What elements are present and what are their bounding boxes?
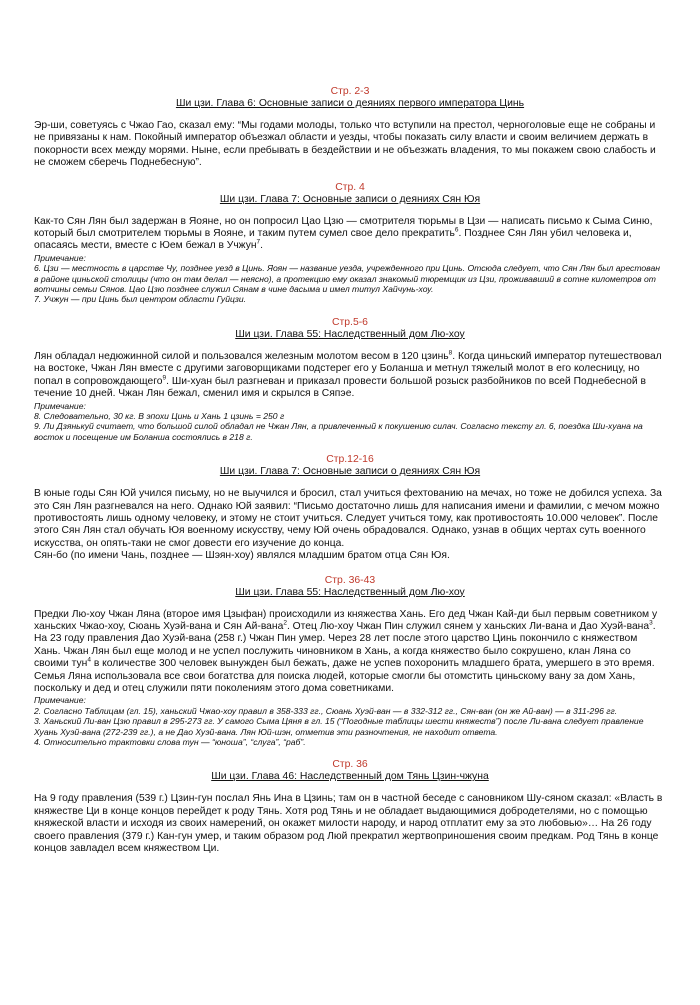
page-reference: Стр. 2-3	[330, 86, 370, 97]
footnote-ref: 2	[283, 619, 287, 627]
body-fragment: . На 23 году правления Дао Хуэй-вана (258 г.) Чжан Пин умер. Через 28 лет после этого царство Цинь покончило с княжеством Хань. Чжан Лян был еще молод и не успел послужить чиновником в Хань, а когда княжество было сокрушено, клан Ляна со своими тун	[34, 620, 656, 670]
page-reference: Стр.5-6	[332, 316, 368, 328]
footnote: 7. Учжун — при Цинь был центром области Гуйцзи.	[34, 294, 247, 305]
section-heading-text: Ши цзи. Глава 6: Основные записи о деяниях первого императора Цинь	[175, 98, 525, 109]
footnote-ref: 7	[256, 239, 261, 247]
document-page	[34, 86, 666, 855]
section-heading	[34, 98, 666, 110]
body-fragment: Лян обладал недюжинной силой и пользовался железным молотом весом в 120 цзинь	[34, 350, 449, 362]
section-5	[34, 575, 666, 748]
body-fragment: Предки Лю-хоу Чжан Ляна (второе имя Цзыфан) происходили из княжества Хань. Его дед Чжан Кай-ди был первым советником у ханьских Чжао-хоу, Сюань Хуэй-вана и Сян Ай-вана	[34, 608, 658, 632]
section-body-continued: Сян-бо (по имени Чань, позднее — Шэян-хоу) являлся младшим братом отца Сян Юя.	[34, 550, 450, 562]
body-fragment: . Отец Лю-хоу Чжан Пин служил сянем у ханьских Ли-вана и Дао Хуэй-вана	[286, 620, 650, 632]
footnote-ref: 4	[87, 656, 91, 664]
footnote: 4. Относительно трактовки слова тун — “юноша”, “слуга”, “раб”.	[34, 737, 306, 748]
body-fragment: Как-то Сян Лян был задержан в Яояне, но он попросил Цао Цзю — смотрителя тюрьмы в Цзи — написать письмо к Сыма Синю, который был смотрителем тюрьмы в Яояне, и таким путем сумел свое дело прекратить	[34, 215, 653, 240]
section-4	[34, 454, 666, 562]
page-reference: Стр. 4	[335, 181, 365, 193]
section-heading-text: Ши цзи. Глава 55: Наследственный дом Лю-хоу	[235, 328, 465, 340]
section-heading	[34, 587, 666, 599]
body-fragment: . Когда циньский император путешествовал на востоке, Чжан Лян вместе с другими заговорщиками подстерег его у Боланша и метнул тяжелый молот в его колесницу, но попал в сопровождающего	[34, 350, 662, 387]
section-body: На 9 году правления (539 г.) Цзин-гун послал Янь Ина в Цзинь; там он в частной беседе с сановником Шу-сяном сказал: «Власть в княжестве Ци в конце концов перейдет к роду Тянь. Хотя род Тянь и не обладает выдающимися добродетелями, но с помощью княжеской власти и исходя из своих намерений, он окажет милости народу, и народ отплатит ему за это любовью»… На 26 году своего правления (379 г.) Кан-гун умер, и таким образом род Люй прекратил жертвоприношения своим предкам. Род Тянь в конце концов завладел всем княжеством Ци.	[34, 793, 663, 855]
body-fragment: в количестве 300 человек вынужден был бежать, даже не успев похоронить младшего брата, умершего в это время. Семья Ляна использовала все свои богатства для поиска людей, которые смогли бы отомстить циньскому вану за дом Хань, поскольку и дед и отец служили пяти поколениям этого дома советниками.	[34, 658, 655, 694]
note-label: Примечание:	[34, 252, 86, 263]
body-fragment: . Позднее Сян Лян убил человека и, опасаясь мести, вместе с Юем бежал в Учжун	[34, 228, 632, 252]
footnote-ref: 8	[448, 349, 453, 357]
section-1	[34, 86, 666, 170]
footnote-ref: 6	[454, 226, 459, 234]
footnote-ref: 9	[162, 374, 167, 382]
page-reference: Стр.12-16	[326, 454, 374, 466]
note-label: Примечание:	[34, 400, 86, 411]
section-heading-text: Ши цзи. Глава 46: Наследственный дом Тянь Цзин-чжуна	[211, 771, 489, 783]
section-heading	[34, 771, 666, 783]
page-reference: Стр. 36	[332, 759, 368, 771]
footnote-ref: 3	[649, 619, 653, 627]
section-heading	[34, 194, 666, 206]
page-reference: Стр. 36-43	[324, 574, 376, 586]
section-3	[34, 317, 666, 442]
section-heading	[34, 329, 666, 341]
section-body	[34, 609, 666, 696]
footnote: 6. Цзи — местность в царстве Чу, позднее уезд в Цинь. Яоян — название уезда, учрежденного при Цинь. Отсюда следует, что Сян Лян был арестован в районе циньской столицы (что он там делал — неясно), а протекцию ему оказал знакомый тюремщик из Цзи, проживавший в сотне километров от вотчины семьи Сянов. Цао Цзю позднее служил Сянам в чине дасыма и имел титул Хайчунь-хоу.	[34, 263, 660, 295]
footnote: 3. Ханьский Ли-ван Цзю правил в 295-273 гг. У самого Сыма Цяня в гл. 15 (“Погодные таблицы шести княжеств”) после Ли-вана следует правление Хуань Хуэй-вана (272-239 гг.), а не Дао Хуэй-вана. Лян Юй-шэн, отметив эти разночтения, не находит ответа.	[34, 716, 644, 737]
body-fragment: .	[260, 240, 264, 252]
section-6	[34, 759, 666, 855]
section-body	[34, 216, 666, 253]
section-body: В юные годы Сян Юй учился письму, но не выучился и бросил, стал учиться фехтованию на мечах, но тоже не добился успеха. За это Сян Лян разгневался на него. Однако Юй заявил: “Письмо достаточно лишь для написания имени и фамилии, с мечом можно противостоять лишь одному человеку, и этому не стоит учиться. Следует учиться тому, как противостоять 10.000 человек”. После этого Сян Лян стал обучать Юя военному искусству, чему Юй очень обрадовался. Однако, узнав в общих чертах суть военного искусства, он опять-таки не смог довести его изучение до конца.	[34, 488, 662, 549]
section-heading-text: Ши цзи. Глава 7: Основные записи о деяниях Сян Юя	[219, 193, 481, 205]
footnote: 9. Ли Дзянькуй считает, что большой силой обладал не Чжан Лян, а привлеченный к покушению силач. Согласно тексту гл. 6, поездка Ши-хуана на восток и посещение им Боланша состоялись в 218 г.	[34, 421, 643, 442]
section-heading	[34, 466, 666, 478]
footnote: 2. Согласно Таблицам (гл. 15), ханьский Чжао-хоу правил в 358-333 гг., Сюань Хуэй-ван — в 332-312 гг., Сян-ван (он же Ай-ван) — в 311-296 гг.	[34, 705, 618, 716]
section-heading-text: Ши цзи. Глава 7: Основные записи о деяниях Сян Юя	[219, 466, 481, 478]
section-body: Эр-ши, советуясь с Чжао Гао, сказал ему: “Мы годами молоды, только что вступили на престол, черноголовые еще не собраны и не привязаны к нам. Покойный император объезжал области и уезды, чтобы показать силу власти и своим величием держать в покорности всех между морями. Ныне, если пребывать в бездействии и не объезжать владения, то мы покажем свою слабость и не сможем сберечь Поднебесную”.	[34, 120, 656, 169]
note-label: Примечание:	[34, 695, 86, 706]
body-fragment: . Ши-хуан был разгневан и приказал провести большой розыск разбойников по всей Поднебесной в течение 10 дней. Чжан Лян бежал, сменил имя и скрылся в Сяпэе.	[34, 375, 646, 400]
footnote: 8. Следовательно, 30 кг. В эпохи Цинь и Хань 1 цзинь = 250 г	[34, 410, 285, 421]
section-heading-text: Ши цзи. Глава 55: Наследственный дом Лю-хоу	[235, 586, 465, 598]
section-body	[34, 351, 666, 401]
section-2	[34, 182, 666, 305]
